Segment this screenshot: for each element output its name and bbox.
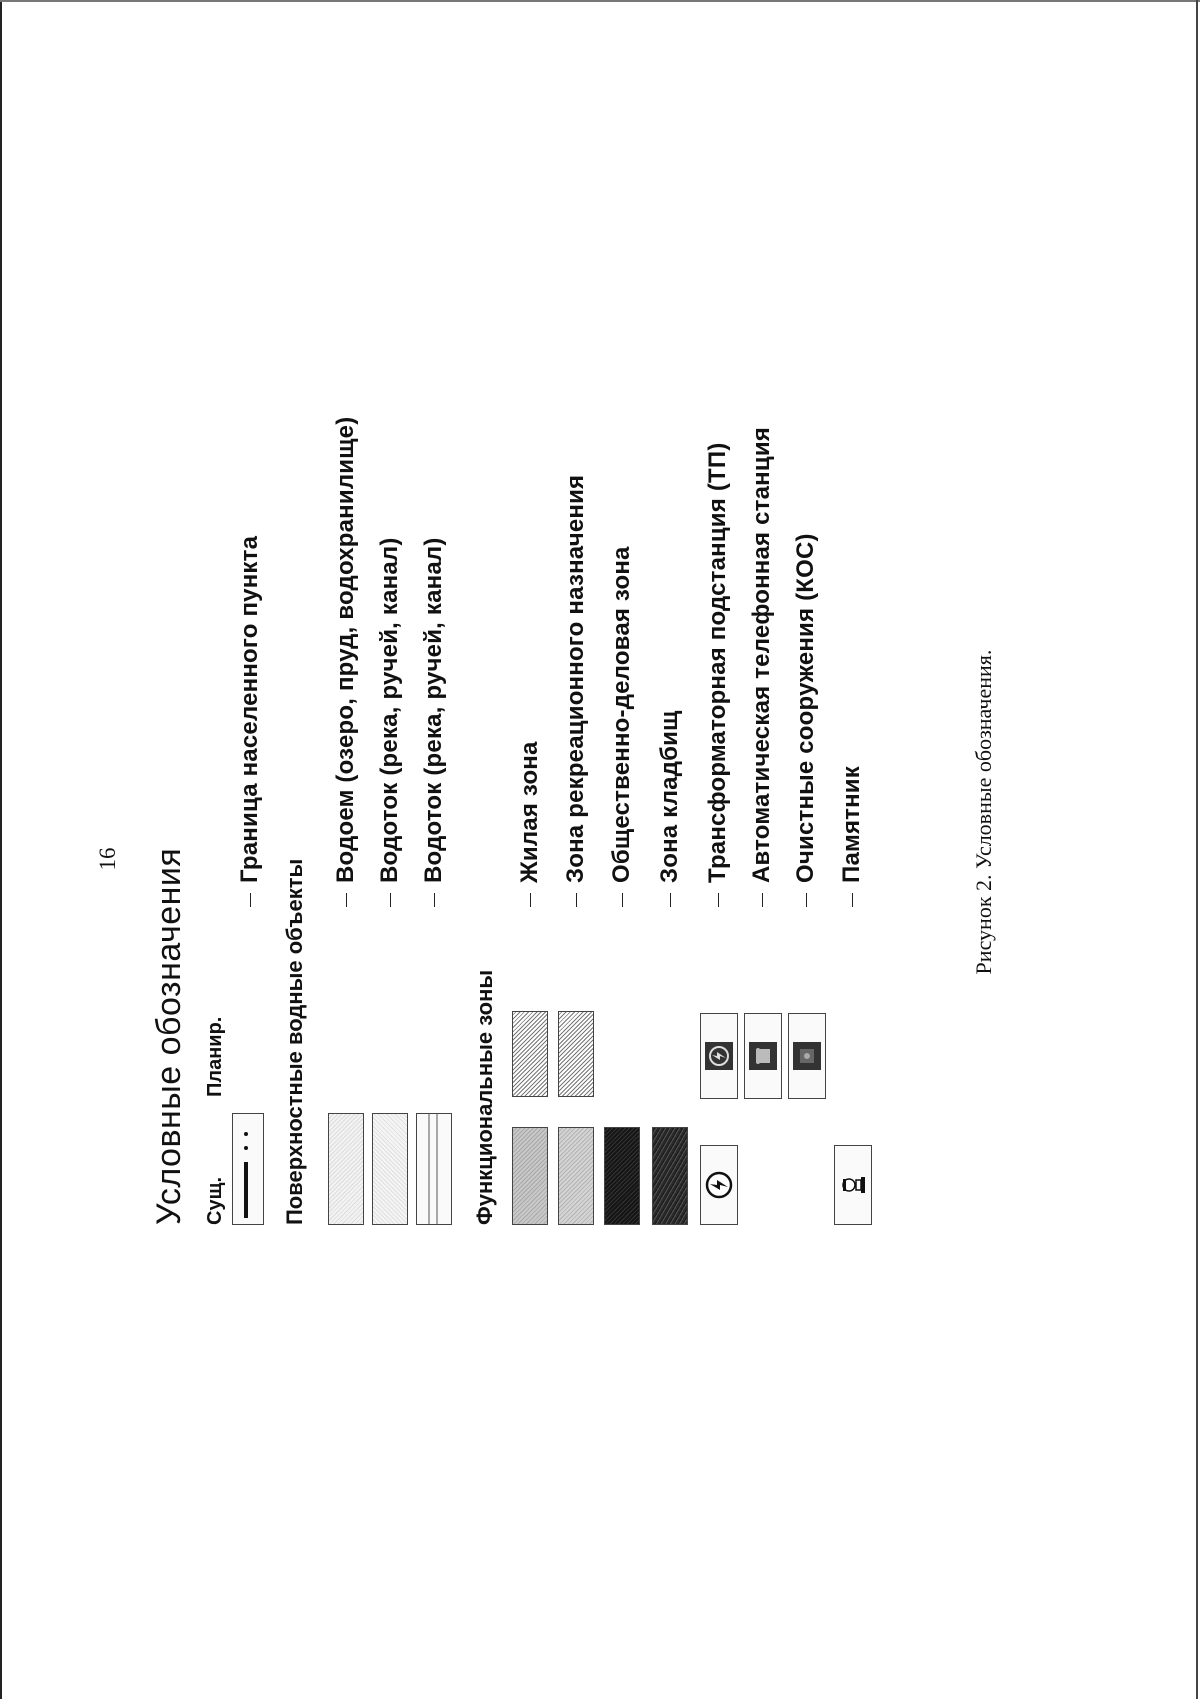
legend-row-residential xyxy=(512,165,550,1225)
legend-label-treatment: Очистные сооружения (КОС) xyxy=(792,533,819,883)
substation-planned-swatch xyxy=(700,1013,738,1099)
legend-row-water-2 xyxy=(372,165,410,1225)
residential-planned-swatch xyxy=(512,1011,548,1097)
boundary-line-icon xyxy=(233,1114,263,1224)
legend-label-water-3: Водоток (река, ручей, канал) xyxy=(420,537,447,883)
page-number: 16 xyxy=(95,847,120,871)
legend-row-water-1 xyxy=(328,165,366,1225)
monument-icon xyxy=(838,1170,868,1200)
column-planned-header: Планир. xyxy=(204,1016,226,1097)
legend xyxy=(150,165,890,1225)
section-water-heading: Поверхностные водные объекты xyxy=(282,858,307,1225)
legend-row-telephone xyxy=(744,165,782,1225)
legend-label-boundary: Граница населенного пункта xyxy=(236,535,263,883)
legend-row-boundary xyxy=(232,165,270,1225)
legend-label-business: Общественно-деловая зона xyxy=(608,546,635,883)
telephone-planned-swatch xyxy=(744,1013,782,1099)
legend-dash xyxy=(806,893,807,907)
legend-dash xyxy=(852,893,853,907)
substation-existing-swatch xyxy=(700,1145,738,1225)
legend-dash xyxy=(718,893,719,907)
legend-title: Условные обозначения xyxy=(150,847,188,1225)
legend-dash xyxy=(622,893,623,907)
recreation-existing-swatch xyxy=(558,1127,594,1225)
cemetery-existing-swatch xyxy=(652,1127,688,1225)
legend-dash xyxy=(434,893,435,907)
scan-edge-left xyxy=(0,0,2,1699)
legend-label-substation: Трансформаторная подстанция (ТП) xyxy=(704,442,731,883)
legend-dash xyxy=(576,893,577,907)
legend-row-recreation xyxy=(558,165,596,1225)
lightning-dark-icon xyxy=(705,1042,733,1070)
treatment-plant-dark-icon xyxy=(793,1042,821,1070)
legend-label-recreation: Зона рекреационного назначения xyxy=(562,474,589,883)
boundary-existing-swatch xyxy=(232,1113,264,1225)
legend-label-monument: Памятник xyxy=(838,766,865,883)
legend-label-water-2: Водоток (река, ручей, канал) xyxy=(376,537,403,883)
scan-edge-right xyxy=(1196,0,1198,1699)
legend-label-cemetery: Зона кладбищ xyxy=(656,710,683,883)
legend-dash xyxy=(670,893,671,907)
watercourse-line-swatch xyxy=(416,1113,452,1225)
scan-edge-top xyxy=(0,0,1200,2)
legend-dash xyxy=(250,893,251,907)
legend-dash xyxy=(346,893,347,907)
water-body-swatch xyxy=(328,1113,364,1225)
figure-caption: Рисунок 2. Условные обозначения. xyxy=(971,649,996,975)
legend-dash xyxy=(530,893,531,907)
legend-label-residential: Жилая зона xyxy=(516,741,543,883)
watercourse-line-icon xyxy=(417,1114,451,1224)
column-existing-header: Сущ. xyxy=(204,1177,226,1225)
legend-dash xyxy=(390,893,391,907)
legend-label-telephone: Автоматическая телефонная станция xyxy=(748,427,775,883)
monument-existing-swatch xyxy=(834,1145,872,1225)
legend-row-water-3 xyxy=(416,165,454,1225)
business-existing-swatch xyxy=(604,1127,640,1225)
legend-row-substation xyxy=(700,165,738,1225)
legend-label-water-1: Водоем (озеро, пруд, водохранилище) xyxy=(332,416,359,883)
legend-row-monument xyxy=(834,165,872,1225)
lightning-icon xyxy=(704,1170,734,1200)
recreation-planned-swatch xyxy=(558,1011,594,1097)
section-zones-heading: Функциональные зоны xyxy=(472,969,497,1225)
telephone-dark-icon xyxy=(749,1042,777,1070)
legend-dash xyxy=(762,893,763,907)
residential-existing-swatch xyxy=(512,1127,548,1225)
legend-row-business xyxy=(604,165,642,1225)
legend-row-treatment xyxy=(788,165,826,1225)
legend-row-cemetery xyxy=(652,165,690,1225)
treatment-planned-swatch xyxy=(788,1013,826,1099)
watercourse-swatch xyxy=(372,1113,408,1225)
